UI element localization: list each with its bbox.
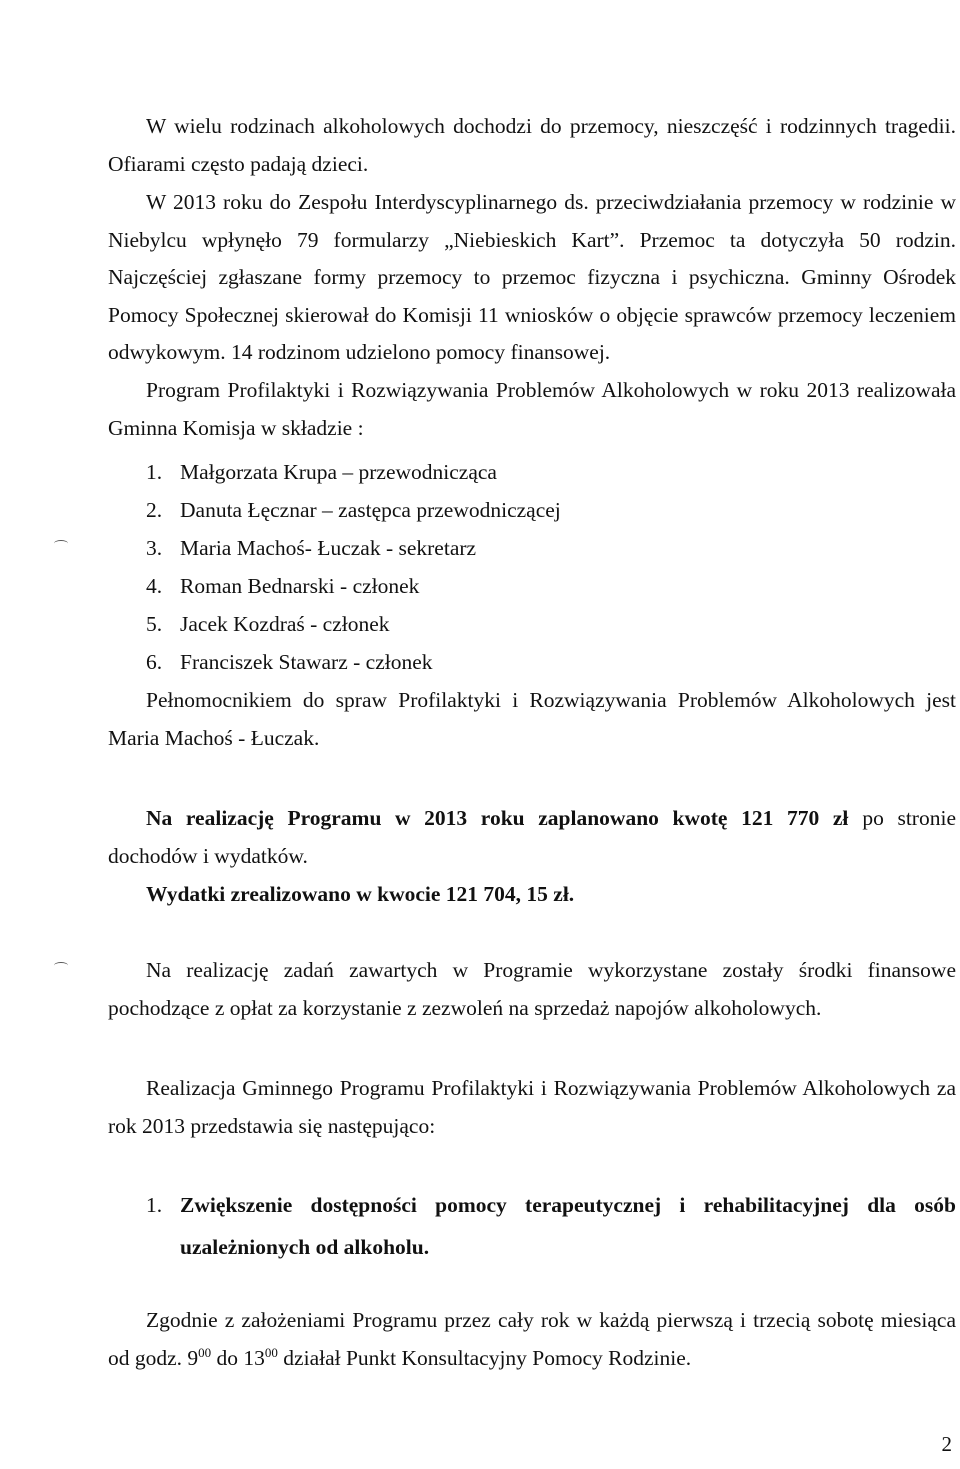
paragraph-consultation-point: Zgodnie z założeniami Programu przez cały rok w każdą pierwszą i trzecią sobotę miesiąca od godz. $9^{00}$ do $13^{00}$ działał Punkt Konsultacyjny Pomocy Rodzinie.	[108, 1308, 956, 1370]
committee-member: 1. Małgorzata Krupa – przewodnicząca	[146, 460, 497, 484]
paragraph-funding: Na realizację zadań zawartych w Programie wykorzystane zostały środki finansowe pochodzące z opłat za korzystanie z zezwoleń na sprzedaż napojów alkoholowych.	[108, 958, 956, 1020]
committee-member: 6. Franciszek Stawarz - członek	[146, 650, 433, 674]
paragraph-committee-intro: Program Profilaktyki i Rozwiązywania Problemów Alkoholowych w roku 2013 realizowała Gminna Komisja w składzie :	[108, 378, 956, 440]
paragraph-plenipotentiary: Pełnomocnikiem do spraw Profilaktyki i Rozwiązywania Problemów Alkoholowych jest Maria Machoś - Łuczak.	[108, 688, 956, 750]
paragraph-blue-cards: W 2013 roku do Zespołu Interdyscyplinarnego ds. przeciwdziałania przemocy w rodzinie w Niebylcu wpłynęło 79 formularzy „Niebieskich Kart”. Przemoc ta dotyczyła 50 rodzin. Najczęściej zgłaszane formy przemocy to przemoc fizyczna i psychiczna. Gminny Ośrodek Pomocy Społecznej skierował do Komisji 11 wniosków o objęcie sprawców przemocy leczeniem odwykowym. 14 rodzinom udzielono pomocy finansowej.	[108, 190, 956, 364]
page-number: 2	[941, 1432, 952, 1456]
committee-member: 4. Roman Bednarski - członek	[146, 574, 420, 598]
committee-member: 5. Jacek Kozdraś - członek	[146, 612, 390, 636]
section-heading-1: 1. Zwiększenie dostępności pomocy terapeutycznej i rehabilitacyjnej dla osób uzależnionych od alkoholu.	[146, 1193, 956, 1259]
paragraph-expenditure: Wydatki zrealizowano w kwocie 121 704, 15 zł.	[146, 882, 575, 906]
committee-member: 2. Danuta Łęcznar – zastępca przewodniczącej	[146, 498, 561, 522]
paragraph-budget	[108, 800, 956, 875]
paragraph-realization: Realizacja Gminnego Programu Profilaktyki i Rozwiązywania Problemów Alkoholowych za rok 2013 przedstawia się następująco:	[108, 1076, 956, 1138]
budget-planned: Na realizację Programu w 2013 roku zaplanowano kwotę 121 770 zł	[146, 806, 849, 830]
margin-mark	[54, 962, 68, 969]
committee-member: 3. Maria Machoś- Łuczak - sekretarz	[146, 536, 477, 560]
margin-mark	[54, 540, 68, 547]
paragraph-violence-intro: W wielu rodzinach alkoholowych dochodzi do przemocy, nieszczęść i rodzinnych tragedii. Ofiarami często padają dzieci.	[108, 114, 956, 176]
budget-rest: po stronie dochodów i wydatków.	[108, 806, 956, 868]
